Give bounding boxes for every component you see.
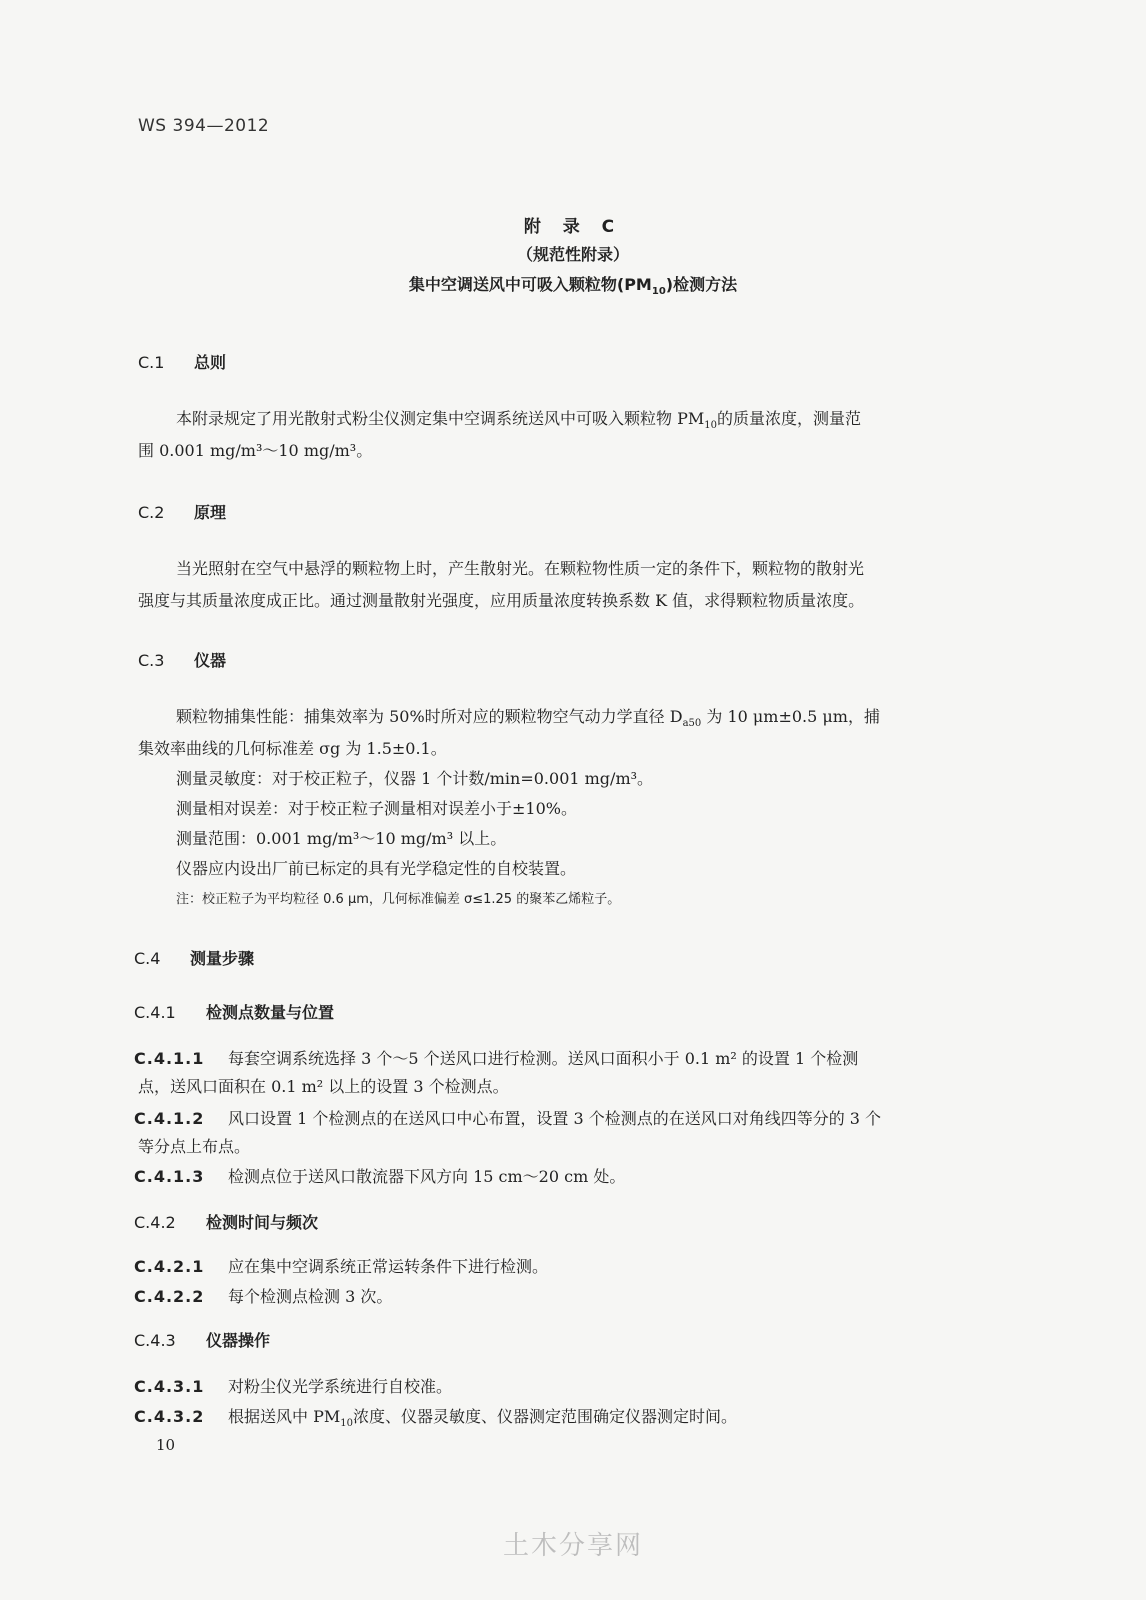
subsection-heading-c41: C.4.1 检测点数量与位置 xyxy=(134,1003,335,1022)
c3-sensitivity: 测量灵敏度：对于校正粒子，仪器 1 个计数/min=0.001 mg/m³。 xyxy=(176,769,654,788)
c3-paragraph-line1: 颗粒物捕集性能：捕集效率为 50%时所对应的颗粒物空气动力学直径 $D_{a50}$ 为 10 μm±0.5 μm，捕 xyxy=(176,707,880,730)
clause-c432: C.4.3.2 根据送风中 $PM_{10}$浓度、仪器灵敏度、仪器测定范围确定仪器测定时间。 xyxy=(134,1407,737,1430)
clause-c412-line2: 等分点上布点。 xyxy=(138,1137,251,1156)
standard-code: WS 394—2012 xyxy=(138,116,270,136)
clause-c411: C.4.1.1 每套空调系统选择 3 个～5 个送风口进行检测。送风口面积小于 0.1 m² 的设置 1 个检测 xyxy=(134,1049,859,1068)
c1-paragraph-line2: 围 0.001 mg/m³～10 mg/m³。 xyxy=(138,441,373,460)
c1-paragraph-line1: 本附录规定了用光散射式粉尘仪测定集中空调系统送风中可吸入颗粒物 $PM_{10}$的质量浓度，测量范 xyxy=(176,409,861,432)
c2-paragraph-line1: 当光照射在空气中悬浮的颗粒物上时，产生散射光。在颗粒物性质一定的条件下，颗粒物的散射光 xyxy=(176,559,865,578)
section-heading-c4: C.4 测量步骤 xyxy=(134,949,255,968)
c3-calibration: 仪器应内设出厂前已标定的具有光学稳定性的自校装置。 xyxy=(176,859,577,878)
section-heading-c1: C.1 总则 xyxy=(138,353,227,372)
page-number: 10 xyxy=(156,1436,176,1454)
clause-c412: C.4.1.2 风口设置 1 个检测点的在送风口中心布置，设置 3 个检测点的在送风口对角线四等分的 3 个 xyxy=(134,1109,882,1128)
clause-c431: C.4.3.1 对粉尘仪光学系统进行自校准。 xyxy=(134,1377,453,1396)
section-heading-c2: C.2 原理 xyxy=(138,503,227,522)
clause-c421: C.4.2.1 应在集中空调系统正常运转条件下进行检测。 xyxy=(134,1257,549,1276)
clause-c413: C.4.1.3 检测点位于送风口散流器下风方向 15 cm～20 cm 处。 xyxy=(134,1167,626,1186)
c3-range: 测量范围：0.001 mg/m³～10 mg/m³ 以上。 xyxy=(176,829,507,848)
appendix-name: 集中空调送风中可吸入颗粒物$(PM_{10})$检测方法 xyxy=(408,275,738,298)
c3-relative-error: 测量相对误差：对于校正粒子测量相对误差小于±10%。 xyxy=(176,799,577,818)
subsection-heading-c43: C.4.3 仪器操作 xyxy=(134,1331,271,1350)
appendix-type: （规范性附录） xyxy=(516,245,629,264)
section-heading-c3: C.3 仪器 xyxy=(138,651,227,670)
c3-paragraph-line2: 集效率曲线的几何标准差 σg 为 1.5±0.1。 xyxy=(138,739,447,758)
subsection-heading-c42: C.4.2 检测时间与频次 xyxy=(134,1213,319,1232)
c2-paragraph-line2: 强度与其质量浓度成正比。通过测量散射光强度，应用质量浓度转换系数 K 值，求得颗粒物质量浓度。 xyxy=(138,591,865,610)
appendix-title: 附 录 C xyxy=(523,217,623,237)
clause-c411-line2: 点，送风口面积在 0.1 m² 以上的设置 3 个检测点。 xyxy=(138,1077,509,1096)
c3-note: 注：校正粒子为平均粒径 0.6 μm，几何标准偏差 σ≤1.25 的聚苯乙烯粒子。 xyxy=(176,892,621,907)
watermark: 土木分享网 xyxy=(502,1531,643,1561)
clause-c422: C.4.2.2 每个检测点检测 3 次。 xyxy=(134,1287,393,1306)
